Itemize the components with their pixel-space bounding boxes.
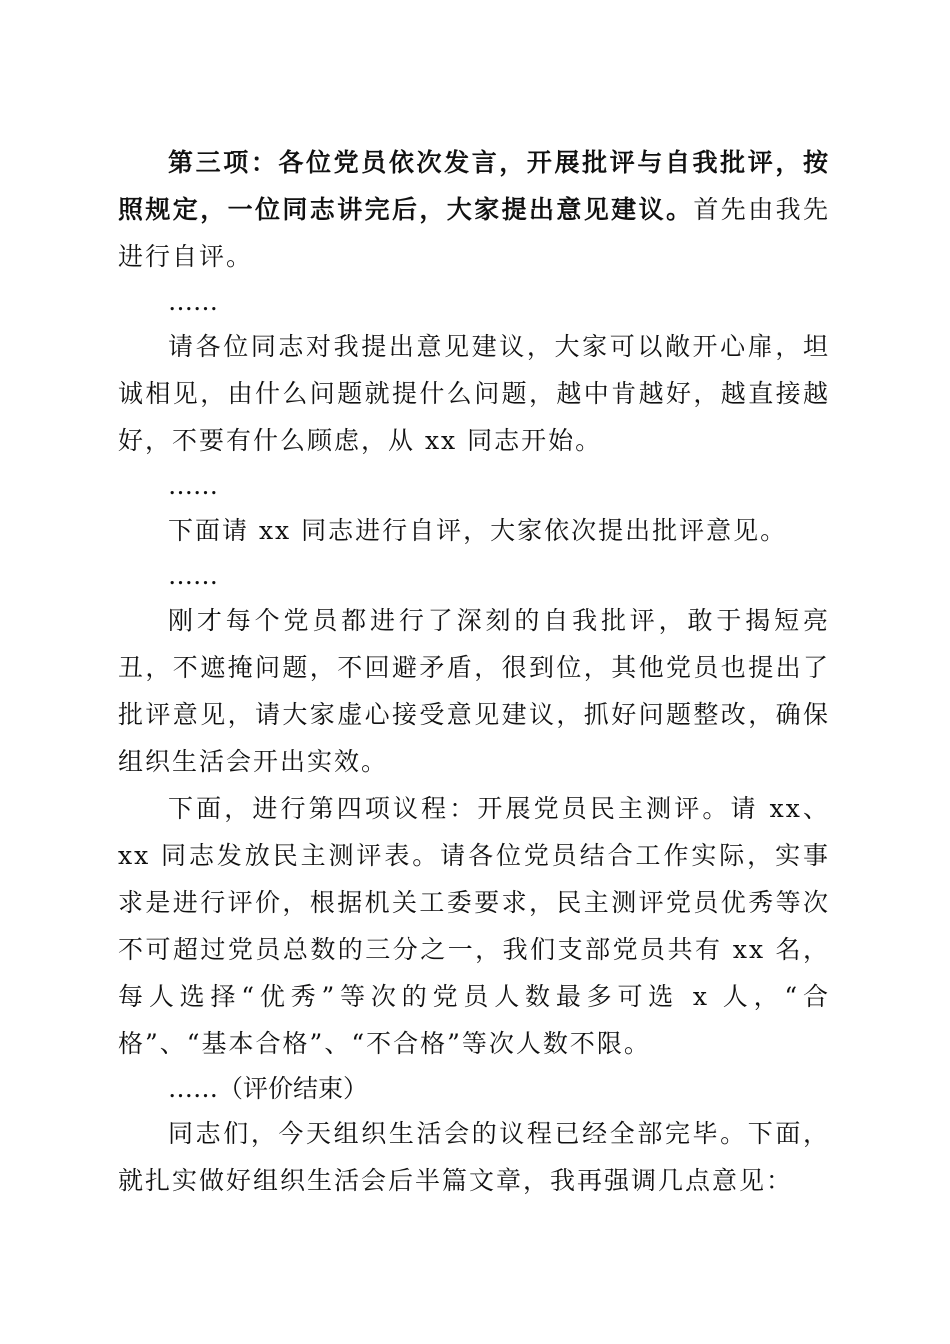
- paragraph-request-feedback: 请各位同志对我提出意见建议，大家可以敞开心扉，坦诚相见，由什么问题就提什么问题，越中肯越好，越直接越好，不要有什么顾虑，从 xx 同志开始。: [118, 332, 830, 455]
- paragraph-closing-remarks: 同志们，今天组织生活会的议程已经全部完毕。下面，就扎实做好组织生活会后半篇文章，我再强调几点意见：: [118, 1119, 830, 1195]
- ellipsis-3: ……: [168, 561, 218, 590]
- ellipsis-1: ……: [168, 287, 218, 316]
- paragraph-next-self-review: 下面请 xx 同志进行自评，大家依次提出批评意见。: [168, 516, 788, 545]
- paragraph-item-4-evaluation: 下面，进行第四项议程：开展党员民主测评。请 xx、xx 同志发放民主测评表。请各位党员结合工作实际，实事求是进行评价，根据机关工委要求，民主测评党员优秀等次不可超过党员总数的三分之一，我们支部党员共有 xx 名，每人选择“优秀”等次的党员人数最多可选 x 人，“合格”、“基本合格”、“不合格”等次人数不限。: [118, 794, 830, 1058]
- ellipsis-2: ……: [168, 471, 218, 500]
- paragraph-self-review: 首先由我先进行自评。: [118, 195, 830, 271]
- paragraph-item-3-intro: [118, 139, 830, 280]
- document-body: [118, 139, 830, 1204]
- paragraph-summary-criticism: 刚才每个党员都进行了深刻的自我批评，敢于揭短亮丑，不遮掩问题，不回避矛盾，很到位，其他党员也提出了批评意见，请大家虚心接受意见建议，抓好问题整改，确保组织生活会开出实效。: [118, 606, 830, 776]
- ellipsis-evaluation-end: ……（评价结束）: [168, 1074, 369, 1103]
- paragraph-item-3-bold: 第三项：各位党员依次发言，开展批评与自我批评，按照规定，一位同志讲完后，大家提出意见建议。: [118, 148, 830, 224]
